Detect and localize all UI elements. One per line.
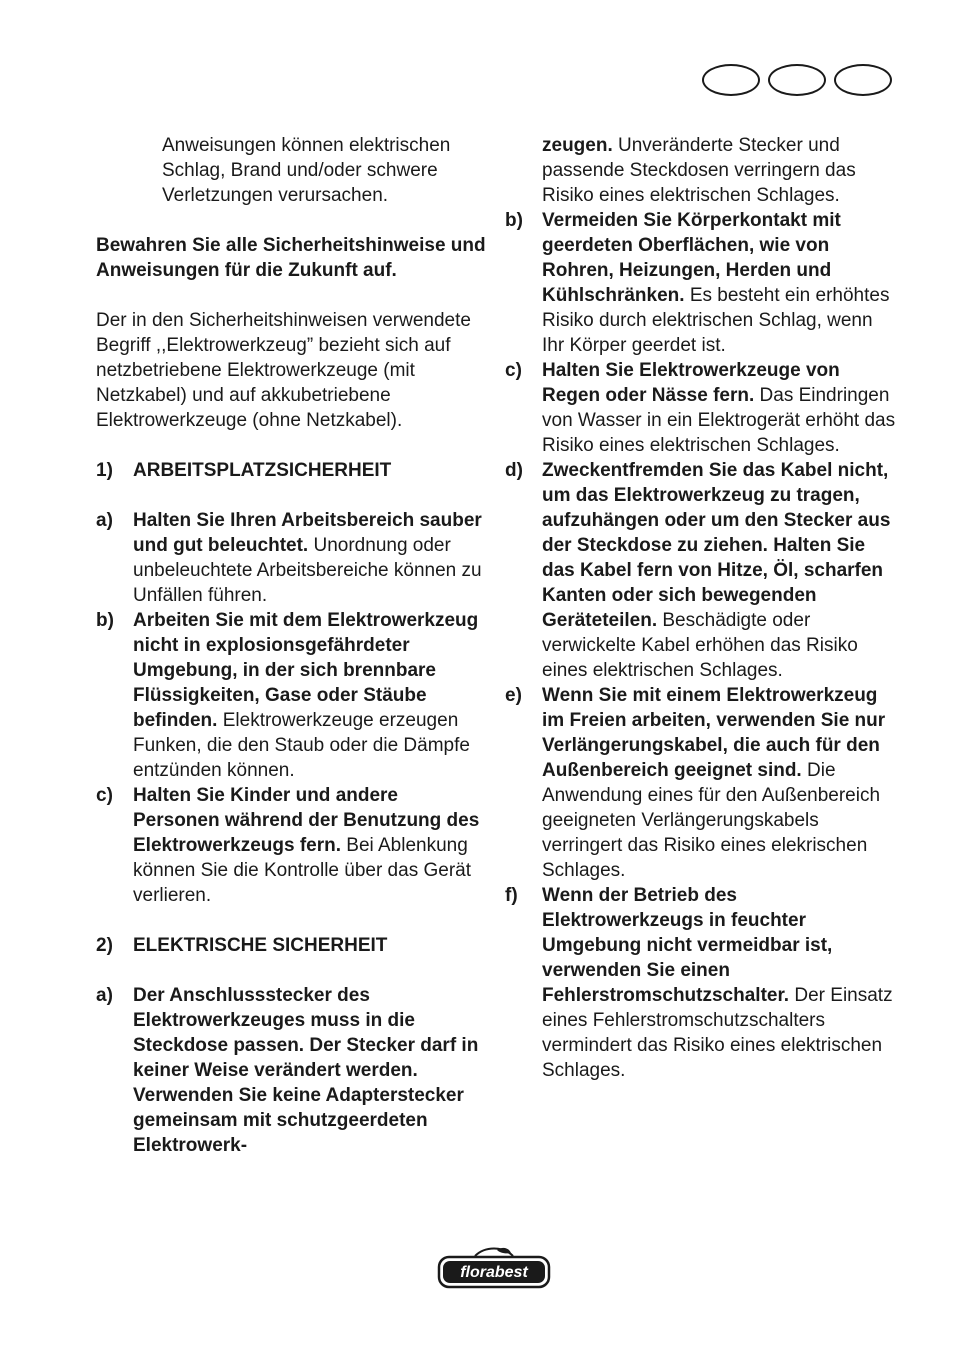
right-column [505,133,897,1083]
keep-instructions-heading: Bewahren Sie alle Sicherheitshinweise und Anweisungen für die Zukunft auf. [96,235,486,281]
list-item: f) Wenn der Betrieb des Elektrowerkzeugs in feuchter Umgebung nicht vermeidbar ist, verwenden Sie einen Fehlerstromschutzschalter. Der Einsatz eines Fehlerstromschutzschalters vermindert das Risiko eines elektrischen Schlages. [505,885,893,1081]
list-item: e) Wenn Sie mit einem Elektrowerkzeug im Freien arbeiten, verwenden Sie nur Verlängerungskabel, die auch für den Außenbereich geeignet sind. Die Anwendung eines für den Außenbereich geeigneten Verlängerungskabels verringert das Risiko eines elekrischen Schlages. [505,685,886,881]
section-title: ELEKTRISCHE SICHERHEIT [133,935,388,956]
list-item: b) Vermeiden Sie Körperkontakt mit geerdeten Oberflächen, wie von Rohren, Heizungen, Herden und Kühlschränken. Es besteht ein erhöhtes Risiko durch elektrischen Schlag, wenn Ihr Körper geerdet ist. [505,210,890,356]
language-oval-1 [702,64,760,96]
list-item: c) Halten Sie Elektrowerkzeuge von Regen oder Nässe fern. Das Eindringen von Wasser in ein Elektrogerät erhöht das Risiko eines elektrischen Schlages. [505,360,896,456]
list-item: a) Der Anschlussstecker des Elektrowerkzeuges muss in die Steckdose passen. Der Stecker darf in keiner Weise verändert werden. Verwenden Sie keine Adapterstecker gemeinsam mit schutzgeerdeten Elektrowerk- [96,985,479,1156]
florabest-logo [437,1244,551,1290]
list-item: b) Arbeiten Sie mit dem Elektrowerkzeug nicht in explosionsgefährdeter Umgebung, in der sich brennbare Flüssigkeiten, Gase oder Stäube befinden. Elektrowerkzeuge erzeugen Funken, die den Staub oder die Dämpfe entzünden können. [96,610,479,781]
term-definition-paragraph: Der in den Sicherheitshinweisen verwendete Begriff ,,Elektrowerkzeug” bezieht sich auf netzbetriebene Elektrowerkzeuge (mit Netzkabel) und auf akkubetriebene Elektrowerkzeuge (ohne Netzkabel). [96,310,471,431]
language-oval-2 [768,64,826,96]
section-title: ARBEITSPLATZSICHERHEIT [133,460,392,481]
language-tab-ovals [702,64,892,98]
list-item-continued: zeugen. Unveränderte Stecker und passende Steckdosen verringern das Risiko eines elektrischen Schlages. [542,135,856,206]
section-heading-workplace: 1) ARBEITSPLATZSICHERHEIT [96,458,486,483]
section-heading-electrical: 2) ELEKTRISCHE SICHERHEIT [96,933,486,958]
list-item: a) Halten Sie Ihren Arbeitsbereich sauber und gut beleuchtet. Unordnung oder unbeleuchtete Arbeitsbereiche können zu Unfällen führen. [96,510,482,606]
left-column [96,133,486,1158]
intro-paragraph: Anweisungen können elektrischen Schlag, Brand und/oder schwere Verletzungen verursachen. [162,135,451,206]
list-item: c) Halten Sie Kinder und andere Personen während der Benutzung des Elektrowerkzeugs fern. Bei Ablenkung können Sie die Kontrolle über das Gerät verlieren. [96,785,480,906]
logo-wordmark: florabest [460,1264,528,1281]
list-item: d) Zweckentfremden Sie das Kabel nicht, um das Elektrowerkzeug zu tragen, aufzuhängen oder um den Stecker aus der Steckdose zu ziehen. Halten Sie das Kabel fern von Hitze, Öl, scharfen Kanten oder sich bewegenden Geräteteilen. Beschädigte oder verwickelte Kabel erhöhen das Risiko eines elektrischen Schlages. [505,460,891,681]
language-oval-3 [834,64,892,96]
